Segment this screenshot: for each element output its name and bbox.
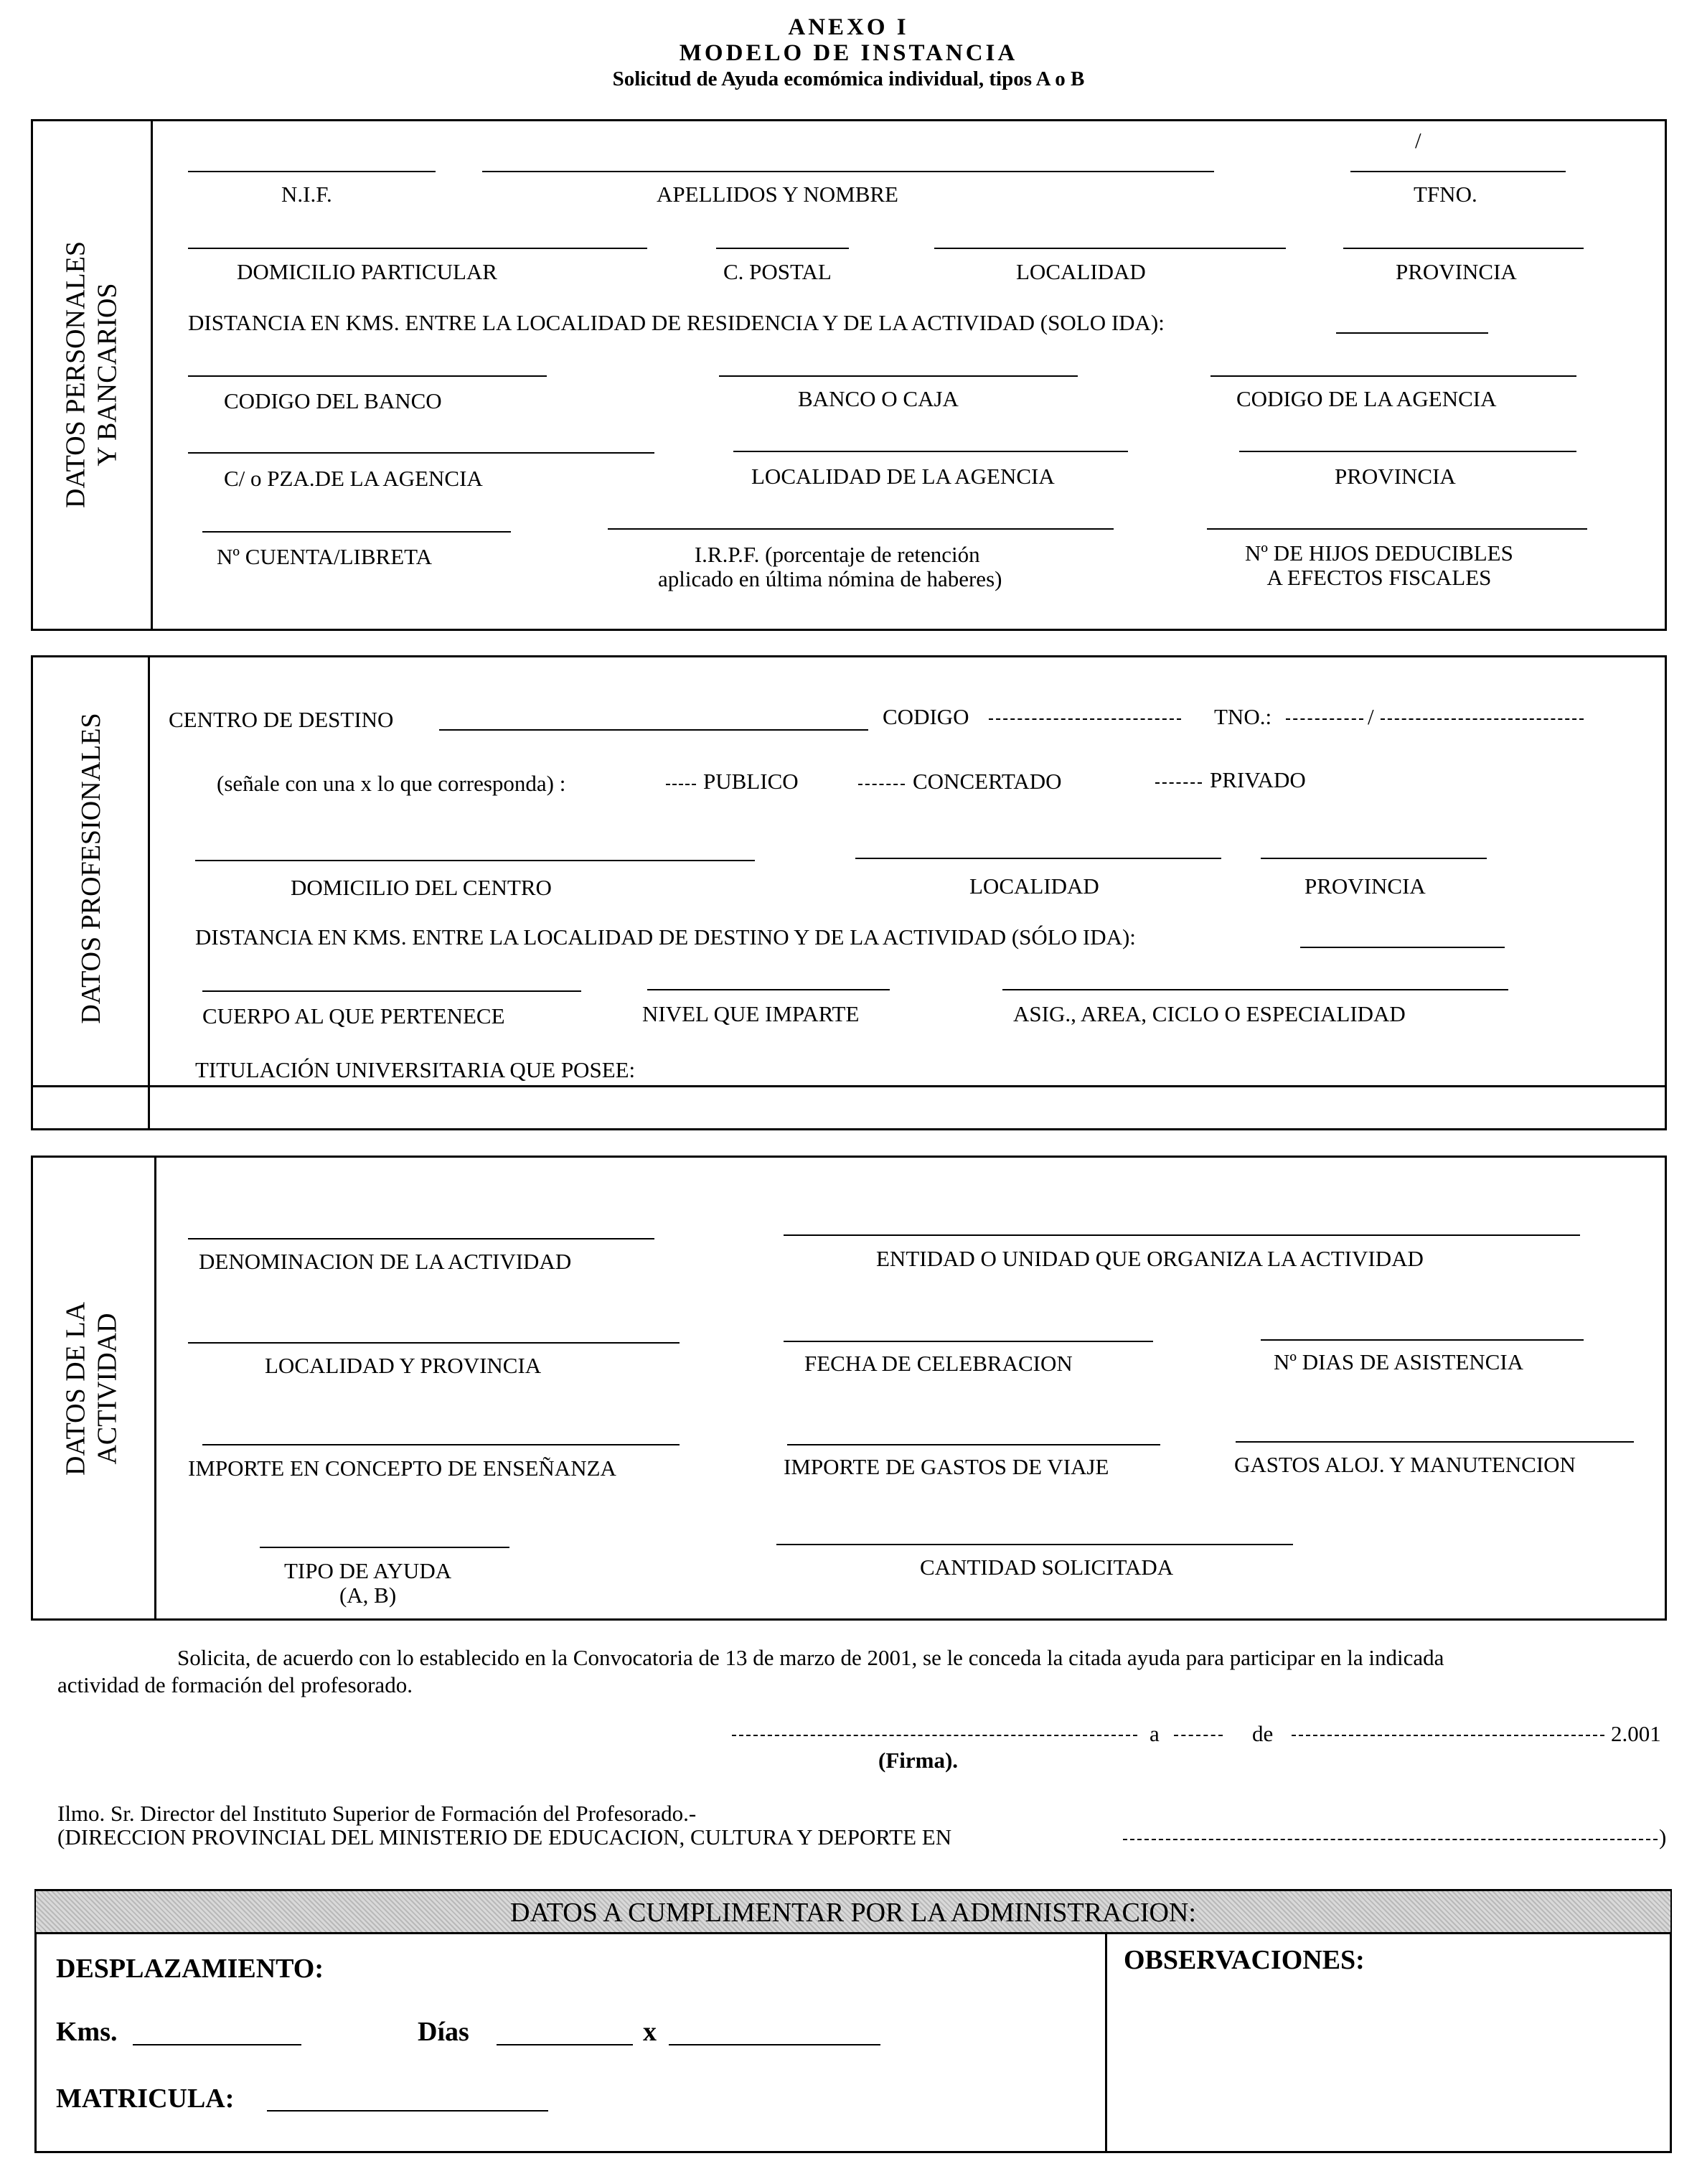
days-label: Días	[418, 2017, 469, 2047]
plate-field[interactable]	[267, 2110, 548, 2112]
code-label: CODIGO	[883, 704, 969, 729]
kms-label: Kms.	[56, 2017, 118, 2047]
agency-locality-label: LOCALIDAD DE LA AGENCIA	[751, 464, 1055, 489]
destination-distance-label: DISTANCIA EN KMS. ENTRE LA LOCALIDAD DE DESTINO Y DE LA ACTIVIDAD (SÓLO IDA):	[195, 924, 1136, 950]
bank-code-field[interactable]	[188, 375, 547, 377]
teaching-amount-label: IMPORTE EN CONCEPTO DE ENSEÑANZA	[188, 1456, 616, 1481]
organizer-label: ENTIDAD O UNIDAD QUE ORGANIZA LA ACTIVIDAD	[876, 1246, 1424, 1271]
tfno-slash: /	[1415, 128, 1421, 153]
body-label: CUERPO AL QUE PERTENECE	[202, 1003, 505, 1028]
teaching-amount-field[interactable]	[202, 1444, 680, 1445]
center-tno-field[interactable]	[1381, 718, 1584, 720]
bank-label: BANCO O CAJA	[798, 386, 959, 411]
form-subtitle: Solicitud de Ayuda ecomómica individual, tipos A o B	[612, 67, 1085, 90]
year-label: 2.001	[1611, 1721, 1661, 1746]
center-tno-slash: /	[1368, 704, 1374, 729]
tfno-label: TFNO.	[1414, 182, 1477, 207]
aid-type-field[interactable]	[260, 1547, 509, 1548]
postal-label: C. POSTAL	[723, 259, 832, 284]
agency-code-label: CODIGO DE LA AGENCIA	[1236, 386, 1497, 411]
center-label: CENTRO DE DESTINO	[169, 707, 394, 732]
travel-label: DESPLAZAMIENTO:	[56, 1954, 324, 1984]
center-locality-label: LOCALIDAD	[969, 873, 1099, 899]
plate-label: MATRICULA:	[56, 2084, 235, 2114]
professional-section-title: DATOS PROFESIONALES	[76, 713, 107, 1024]
model-title: MODELO DE INSTANCIA	[679, 40, 1018, 66]
concerted-label: CONCERTADO	[913, 769, 1062, 794]
level-field[interactable]	[647, 989, 890, 990]
postal-field[interactable]	[716, 248, 849, 249]
irpf-label: I.R.P.F. (porcentaje de retención aplicado en última nómina de haberes)	[658, 542, 1002, 591]
center-tno-prefix-field[interactable]	[1286, 718, 1363, 720]
body-field[interactable]	[202, 990, 581, 992]
subject-field[interactable]	[1002, 989, 1508, 990]
place-field[interactable]	[732, 1735, 1137, 1736]
public-checkbox[interactable]	[666, 784, 696, 785]
bank-code-label: CODIGO DEL BANCO	[224, 388, 442, 413]
month-field[interactable]	[1292, 1735, 1604, 1736]
residence-distance-field[interactable]	[1336, 332, 1488, 334]
multiply-label: x	[643, 2017, 657, 2047]
lodging-amount-field[interactable]	[1236, 1441, 1634, 1443]
aid-type-label: TIPO DE AYUDA (A, B)	[284, 1558, 452, 1608]
phone-field[interactable]	[1350, 171, 1566, 172]
concerted-checkbox[interactable]	[858, 784, 905, 785]
date-a-label: a	[1150, 1721, 1160, 1746]
province-label: PROVINCIA	[1396, 259, 1517, 284]
activity-place-label: LOCALIDAD Y PROVINCIA	[265, 1353, 542, 1378]
mark-hint: (señale con una x lo que corresponda) :	[217, 771, 566, 796]
destination-distance-field[interactable]	[1300, 947, 1505, 948]
agency-code-field[interactable]	[1211, 375, 1576, 377]
code-field[interactable]	[989, 718, 1181, 720]
account-label: Nº CUENTA/LIBRETA	[217, 544, 432, 569]
residence-distance-label: DISTANCIA EN KMS. ENTRE LA LOCALIDAD DE RESIDENCIA Y DE LA ACTIVIDAD (SOLO IDA):	[188, 310, 1165, 335]
children-field[interactable]	[1207, 528, 1587, 530]
locality-label: LOCALIDAD	[1016, 259, 1146, 284]
day-field[interactable]	[1174, 1735, 1223, 1736]
travel-amount-label: IMPORTE DE GASTOS DE VIAJE	[784, 1454, 1109, 1479]
subject-label: ASIG., AREA, CICLO O ESPECIALIDAD	[1013, 1001, 1406, 1026]
private-checkbox[interactable]	[1155, 782, 1202, 784]
province-field[interactable]	[1343, 248, 1584, 249]
activity-date-field[interactable]	[784, 1341, 1153, 1342]
request-text-line2: actividad de formación del profesorado.	[57, 1672, 413, 1697]
center-province-label: PROVINCIA	[1305, 873, 1426, 899]
agency-province-field[interactable]	[1239, 451, 1576, 452]
lodging-amount-label: GASTOS ALOJ. Y MANUTENCION	[1234, 1452, 1576, 1477]
signature-label: (Firma).	[878, 1748, 959, 1773]
activity-name-field[interactable]	[188, 1238, 654, 1239]
children-label: Nº DE HIJOS DEDUCIBLES A EFECTOS FISCALES	[1245, 540, 1513, 590]
addressee-close-paren: )	[1659, 1824, 1667, 1850]
center-address-field[interactable]	[195, 860, 755, 861]
agency-street-field[interactable]	[188, 452, 654, 454]
name-label: APELLIDOS Y NOMBRE	[657, 182, 898, 207]
request-text-line1: Solicita, de acuerdo con lo establecido en la Convocatoria de 13 de marzo de 2001, se le conceda la citada ayuda para participar en la indicada	[177, 1645, 1444, 1670]
activity-place-field[interactable]	[188, 1342, 680, 1344]
center-province-field[interactable]	[1261, 858, 1487, 859]
personal-section-title: DATOS PERSONALES Y BANCARIOS	[60, 241, 122, 508]
bank-field[interactable]	[719, 375, 1078, 377]
center-locality-field[interactable]	[855, 858, 1221, 859]
annex-title: ANEXO I	[788, 14, 909, 40]
kms-field[interactable]	[133, 2044, 301, 2045]
center-tno-label: TNO.:	[1214, 704, 1272, 729]
account-field[interactable]	[202, 531, 511, 533]
requested-amount-label: CANTIDAD SOLICITADA	[920, 1555, 1174, 1580]
observations-label: OBSERVACIONES:	[1124, 1945, 1365, 1975]
agency-street-label: C/ o PZA.DE LA AGENCIA	[224, 466, 483, 491]
agency-province-label: PROVINCIA	[1335, 464, 1456, 489]
activity-name-label: DENOMINACION DE LA ACTIVIDAD	[199, 1249, 572, 1274]
nif-field[interactable]	[188, 171, 436, 172]
attendance-days-field[interactable]	[1261, 1339, 1584, 1341]
addressee-line2: (DIRECCION PROVINCIAL DEL MINISTERIO DE EDUCACION, CULTURA Y DEPORTE EN	[57, 1824, 952, 1850]
nif-label: N.I.F.	[281, 182, 332, 207]
attendance-days-label: Nº DIAS DE ASISTENCIA	[1274, 1349, 1524, 1374]
locality-field[interactable]	[934, 248, 1286, 249]
travel-amount-field[interactable]	[787, 1444, 1160, 1445]
addressee-line1: Ilmo. Sr. Director del Instituto Superior de Formación del Profesorado.-	[57, 1801, 697, 1826]
activity-section-title: DATOS DE LA ACTIVIDAD	[60, 1301, 122, 1476]
level-label: NIVEL QUE IMPARTE	[642, 1001, 860, 1026]
date-de-label: de	[1252, 1721, 1274, 1746]
activity-section	[31, 1156, 1667, 1621]
requested-amount-field[interactable]	[776, 1544, 1293, 1545]
admin-banner: DATOS A CUMPLIMENTAR POR LA ADMINISTRACION:	[36, 1891, 1670, 1934]
organizer-field[interactable]	[784, 1234, 1580, 1236]
activity-date-label: FECHA DE CELEBRACION	[804, 1351, 1073, 1376]
agency-locality-field[interactable]	[733, 451, 1128, 452]
irpf-field[interactable]	[608, 528, 1114, 530]
province-directorate-field[interactable]	[1123, 1839, 1658, 1840]
private-label: PRIVADO	[1210, 767, 1306, 792]
center-address-label: DOMICILIO DEL CENTRO	[291, 875, 552, 900]
address-label: DOMICILIO PARTICULAR	[237, 259, 497, 284]
rate-field[interactable]	[669, 2044, 880, 2045]
address-field[interactable]	[188, 248, 647, 249]
admin-days-field[interactable]	[497, 2044, 633, 2045]
name-field[interactable]	[482, 171, 1214, 172]
degree-label: TITULACIÓN UNIVERSITARIA QUE POSEE:	[195, 1057, 636, 1082]
center-field[interactable]	[439, 729, 868, 731]
public-label: PUBLICO	[703, 769, 799, 794]
